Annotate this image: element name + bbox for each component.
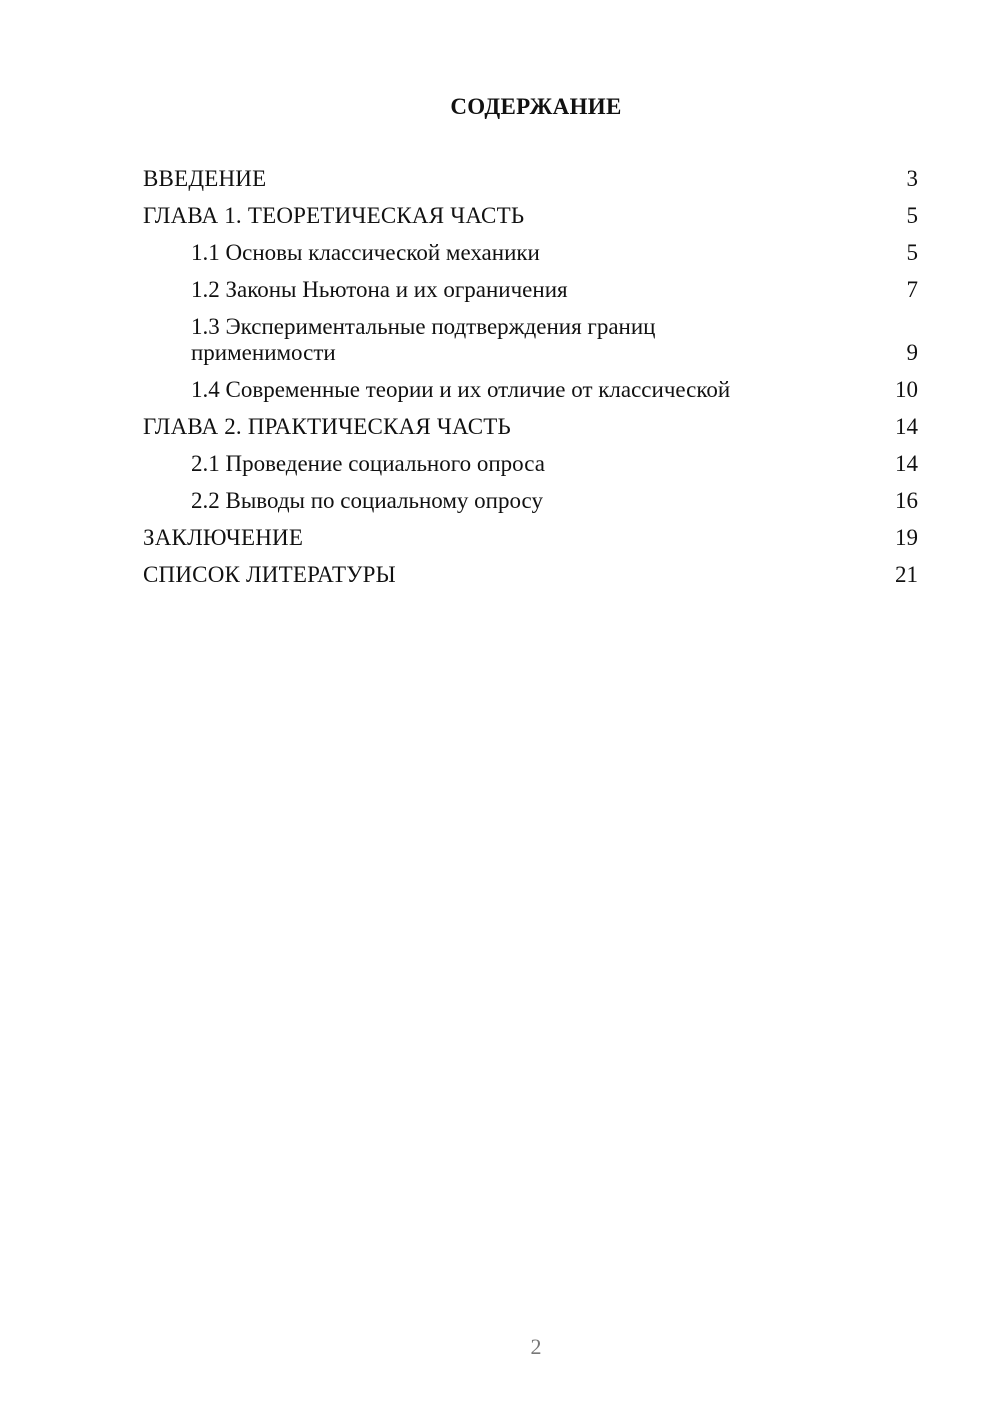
toc-entry-label: ГЛАВА 1. ТЕОРЕТИЧЕСКАЯ ЧАСТЬ [143,203,525,228]
toc-entry-page: 14 [895,414,918,439]
toc-entry-chapter-2[interactable] [143,414,918,440]
toc-entry-page: 5 [906,203,918,228]
toc-entry-page: 21 [895,562,918,587]
toc-entry-label: 1.2 Законы Ньютона и их ограничения [191,277,568,302]
toc-entry-bibliography[interactable] [143,562,918,588]
table-of-contents [143,166,918,599]
toc-entry-page: 9 [906,340,918,365]
toc-entry-label: ВВЕДЕНИЕ [143,166,267,191]
toc-entry-label: 1.4 Современные теории и их отличие от классической [191,377,731,402]
toc-entry-introduction[interactable] [143,166,918,192]
toc-entry-label: 2.2 Выводы по социальному опросу [191,488,543,513]
toc-entry-page: 5 [906,240,918,265]
toc-entry-page: 14 [895,451,918,476]
toc-entry-page: 19 [895,525,918,550]
toc-entry-section-2-2[interactable] [143,488,918,514]
toc-entry-label: ГЛАВА 2. ПРАКТИЧЕСКАЯ ЧАСТЬ [143,414,511,439]
page-title: СОДЕРЖАНИЕ [450,94,622,119]
toc-entry-page: 7 [906,277,918,302]
toc-entry-section-1-3[interactable] [143,314,918,366]
toc-entry-label: ЗАКЛЮЧЕНИЕ [143,525,304,550]
toc-entry-page: 3 [906,166,918,191]
toc-entry-conclusion[interactable] [143,525,918,551]
toc-entry-section-1-1[interactable] [143,240,918,266]
toc-entry-page: 16 [895,488,918,513]
toc-entry-label: 1.3 Экспериментальные подтверждения границ применимости [191,314,656,365]
toc-entry-section-1-4[interactable] [143,377,918,403]
toc-entry-label: 2.1 Проведение социального опроса [191,451,545,476]
page-number: 2 [530,1334,542,1359]
toc-entry-section-2-1[interactable] [143,451,918,477]
toc-entry-page: 10 [895,377,918,402]
toc-entry-section-1-2[interactable] [143,277,918,303]
toc-entry-label: СПИСОК ЛИТЕРАТУРЫ [143,562,396,587]
toc-entry-label: 1.1 Основы классической механики [191,240,540,265]
toc-entry-chapter-1[interactable] [143,203,918,229]
